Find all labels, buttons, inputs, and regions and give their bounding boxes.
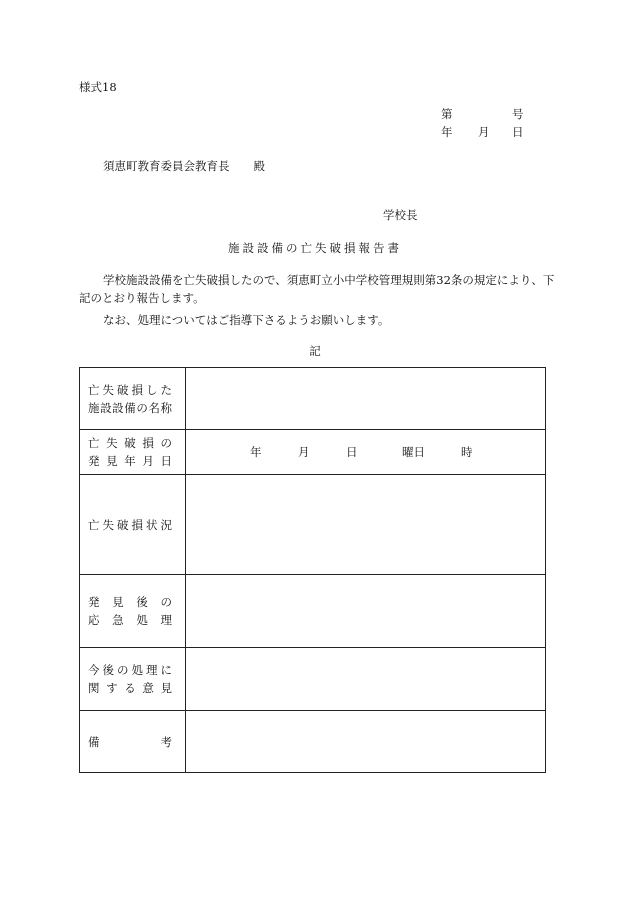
label-text: 関する意見 bbox=[88, 681, 172, 695]
value-cell-damage-status[interactable] bbox=[186, 475, 546, 575]
body-paragraph-1 bbox=[79, 271, 559, 307]
number-prefix: 第 bbox=[441, 107, 453, 121]
value-cell-discovery-date[interactable] bbox=[186, 430, 546, 475]
value-cell-emergency-action[interactable] bbox=[186, 575, 546, 648]
report-table bbox=[79, 367, 546, 773]
paragraph-2-text: なお、処理についてはご指導下さるようお願いします。 bbox=[103, 313, 390, 327]
label-text: 発見年月日 bbox=[88, 454, 172, 468]
ki-heading: 記 bbox=[309, 344, 321, 358]
date-day: 日 bbox=[512, 125, 524, 139]
label-cell-remarks bbox=[80, 711, 186, 773]
table-row bbox=[80, 575, 546, 648]
row2-year: 年 bbox=[250, 445, 262, 459]
value-cell-remarks[interactable] bbox=[186, 711, 546, 773]
value-cell-future-opinion[interactable] bbox=[186, 648, 546, 711]
label-cell-discovery-date bbox=[80, 430, 186, 475]
body-paragraph-2 bbox=[79, 311, 389, 329]
row2-month: 月 bbox=[298, 445, 310, 459]
label-text: 発見後の bbox=[88, 595, 172, 609]
sender: 学校長 bbox=[383, 208, 418, 222]
addressee-honorific: 殿 bbox=[253, 159, 265, 173]
table-row bbox=[80, 430, 546, 475]
row2-day: 日 bbox=[346, 445, 358, 459]
table-row bbox=[80, 475, 546, 575]
label-text: 亡失破損の bbox=[88, 436, 172, 450]
addressee-name: 須恵町教育委員会教育長 bbox=[103, 159, 230, 173]
date-month: 月 bbox=[478, 125, 490, 139]
paragraph-1-text: 学校施設設備を亡失破損したので、須恵町立小中学校管理規則第32条の規定により、下記のとおり報告します。 bbox=[79, 273, 555, 305]
label-text: 応急処理 bbox=[88, 613, 172, 627]
table-row bbox=[80, 368, 546, 430]
label-text: 今後の処理に bbox=[88, 663, 172, 677]
label-cell-item-name bbox=[80, 368, 186, 430]
label-cell-emergency-action bbox=[80, 575, 186, 648]
discovery-date-fields bbox=[186, 430, 545, 474]
addressee bbox=[103, 158, 265, 174]
number-suffix: 号 bbox=[512, 107, 524, 121]
row2-weekday: 曜日 bbox=[402, 445, 425, 459]
label-cell-future-opinion bbox=[80, 648, 186, 711]
document-title: 施設設備の亡失破損報告書 bbox=[228, 241, 402, 255]
value-cell-item-name[interactable] bbox=[186, 368, 546, 430]
form-number: 様式18 bbox=[79, 80, 117, 94]
table-row bbox=[80, 711, 546, 773]
date-year: 年 bbox=[441, 125, 453, 139]
label-text: 亡失破損した bbox=[88, 382, 172, 397]
row2-hour: 時 bbox=[461, 445, 473, 459]
label-text: 亡失破損状況 bbox=[88, 517, 172, 532]
label-text: 施設設備の名称 bbox=[88, 400, 172, 415]
label-text: 備考 bbox=[88, 734, 172, 749]
label-cell-damage-status bbox=[80, 475, 186, 575]
table-row bbox=[80, 648, 546, 711]
